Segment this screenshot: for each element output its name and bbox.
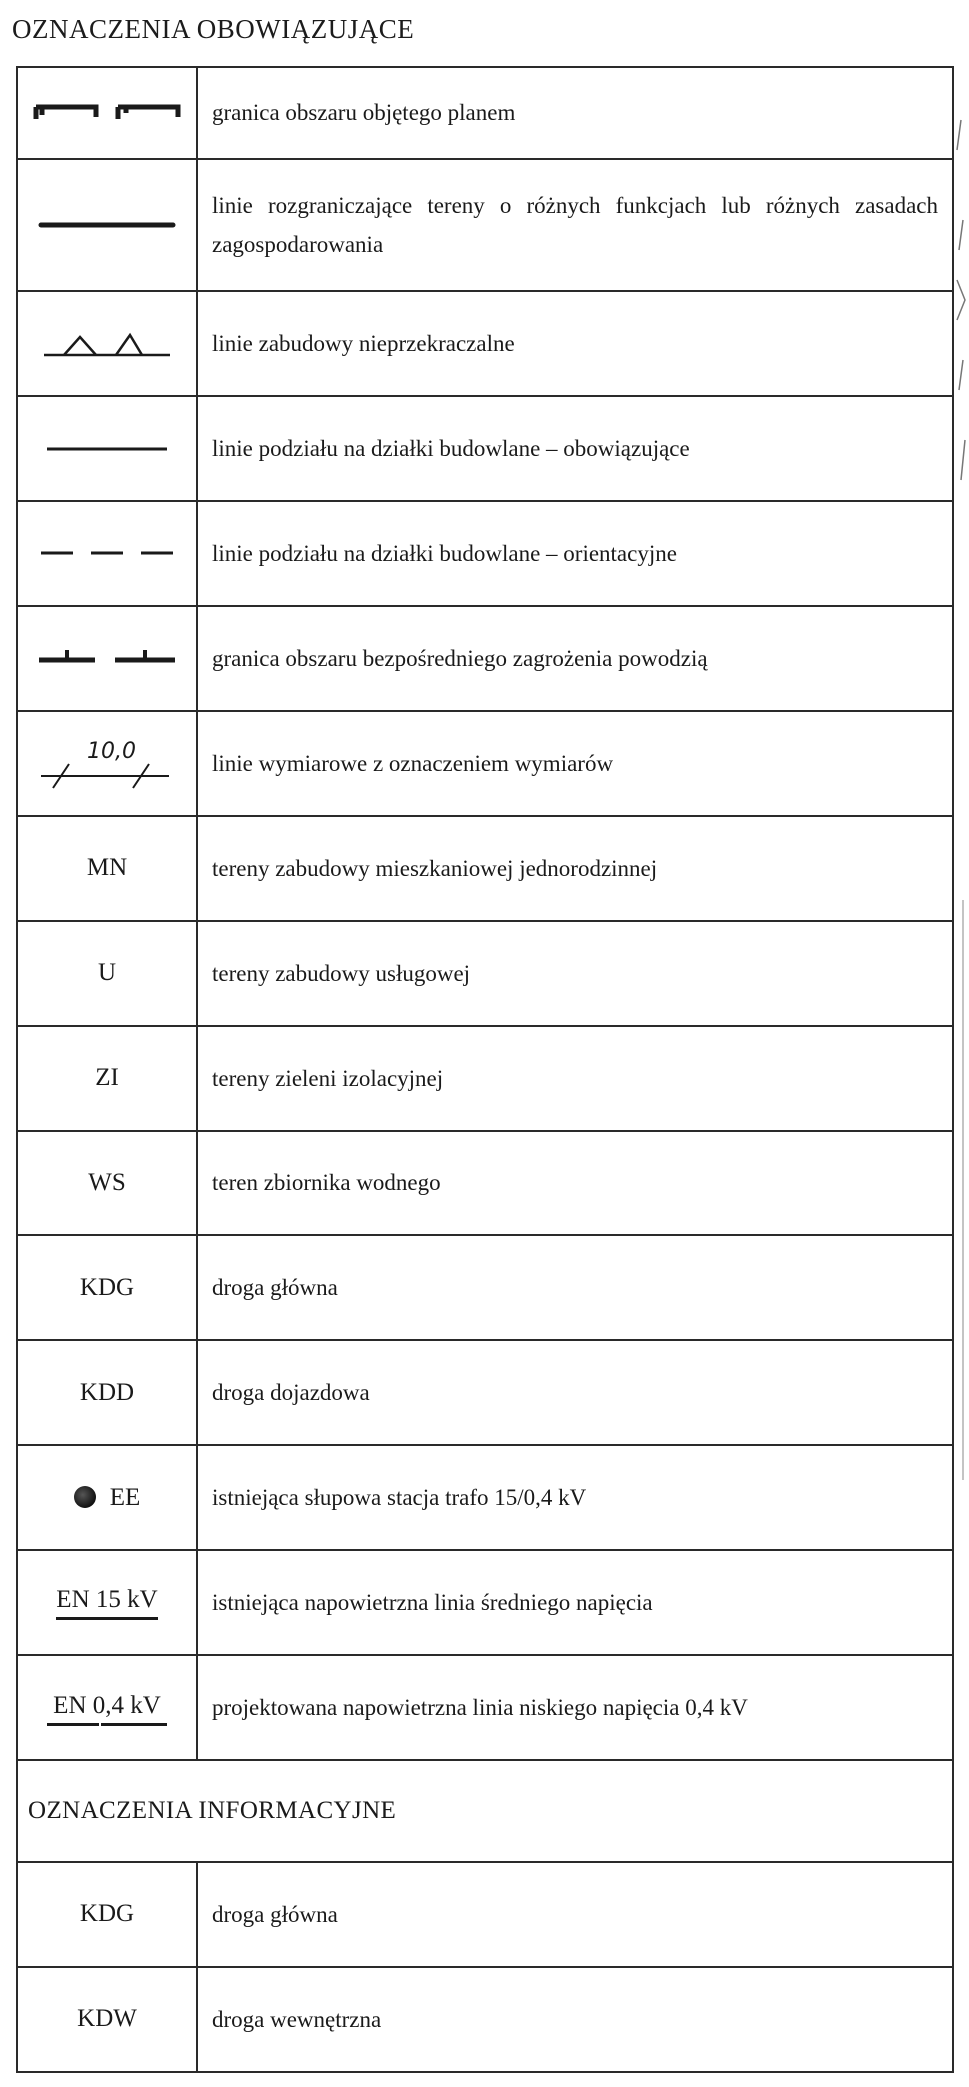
legend-symbol-cell — [17, 816, 197, 921]
section-header-row — [17, 1760, 953, 1862]
legend-symbol-cell — [17, 159, 197, 291]
symbol-code: EE — [109, 1483, 141, 1511]
legend-description: linie rozgraniczające tereny o różnych funkcjach lub różnych zasadach zagospodarowania — [197, 159, 953, 291]
page-title: OZNACZENIA OBOWIĄZUJĄCE — [12, 14, 415, 44]
legend-description: tereny zieleni izolacyjnej — [197, 1026, 953, 1131]
legend-symbol-cell — [17, 501, 197, 606]
legend-symbol-cell — [17, 1655, 197, 1760]
legend-row — [17, 816, 953, 921]
legend-symbol-cell — [17, 1235, 197, 1340]
legend-symbol-cell — [17, 1340, 197, 1445]
legend-row — [17, 396, 953, 501]
legend-description: linie podziału na działki budowlane – orientacyjne — [197, 501, 953, 606]
legend-symbol-cell — [17, 711, 197, 816]
legend-description: tereny zabudowy usługowej — [197, 921, 953, 1026]
symbol-code: MN — [86, 854, 128, 882]
symbol-code: KDG — [79, 1273, 135, 1301]
symbol-code: ZI — [95, 1064, 119, 1092]
scan-edge-marks — [953, 100, 967, 1500]
symbol-code: EN 15 kV — [56, 1586, 157, 1620]
symbol-code: KDG — [79, 1900, 135, 1928]
legend-description: droga dojazdowa — [197, 1340, 953, 1445]
symbol-code: WS — [88, 1168, 126, 1196]
symbol-code: KDD — [79, 1378, 135, 1406]
legend-row — [17, 711, 953, 816]
legend-description: istniejąca napowietrzna linia średniego napięcia — [197, 1550, 953, 1655]
section-title: OZNACZENIA INFORMACYJNE — [17, 1760, 953, 1862]
legend-row — [17, 1131, 953, 1236]
thick-line-icon — [39, 220, 175, 230]
legend-row — [17, 1340, 953, 1445]
legend-symbol-cell — [17, 606, 197, 711]
legend-row — [17, 1026, 953, 1131]
flood-line-icon — [37, 646, 177, 670]
legend-description: tereny zabudowy mieszkaniowej jednorodzinnej — [197, 816, 953, 921]
legend-description: projektowana napowietrzna linia niskiego napięcia 0,4 kV — [197, 1655, 953, 1760]
legend-description: linie podziału na działki budowlane – obowiązujące — [197, 396, 953, 501]
legend-symbol-cell — [17, 291, 197, 396]
legend-row — [17, 1862, 953, 1967]
legend-symbol-cell — [17, 1026, 197, 1131]
legend-row — [17, 159, 953, 291]
legend-symbol-cell — [17, 1445, 197, 1550]
dot-icon — [74, 1486, 96, 1508]
legend-row — [17, 1967, 953, 2072]
underline-segment — [101, 1723, 167, 1726]
legend-row — [17, 291, 953, 396]
legend-description: granica obszaru bezpośredniego zagrożenia powodzią — [197, 606, 953, 711]
boundary-line-icon — [34, 101, 180, 125]
legend-symbol-cell — [17, 1131, 197, 1236]
legend-symbol-cell — [17, 1967, 197, 2072]
legend-row — [17, 921, 953, 1026]
triangle-line-icon — [42, 329, 172, 359]
dashed-line-icon — [39, 549, 175, 557]
legend-symbol-cell — [17, 1862, 197, 1967]
legend-description: istniejąca słupowa stacja trafo 15/0,4 kV — [197, 1445, 953, 1550]
dimension-value: 10,0 — [87, 739, 136, 765]
legend-description: droga główna — [197, 1235, 953, 1340]
symbol-code: U — [97, 959, 117, 987]
legend-symbol-cell — [17, 67, 197, 159]
symbol-code: KDW — [77, 2005, 137, 2033]
legend-description: linie zabudowy nieprzekraczalne — [197, 291, 953, 396]
legend-description: granica obszaru objętego planem — [197, 67, 953, 159]
symbol-code-text: EN 0,4 kV — [53, 1691, 161, 1719]
symbol-code — [53, 1692, 161, 1724]
legend-symbol-cell — [17, 921, 197, 1026]
legend-row — [17, 1550, 953, 1655]
legend-description: linie wymiarowe z oznaczeniem wymiarów — [197, 711, 953, 816]
legend-table — [16, 66, 954, 2073]
legend-description: droga główna — [197, 1862, 953, 1967]
dimension-line-icon — [39, 736, 175, 790]
legend-description: teren zbiornika wodnego — [197, 1131, 953, 1236]
legend-row — [17, 1655, 953, 1760]
legend-description: droga wewnętrzna — [197, 1967, 953, 2072]
underline-segment — [47, 1723, 99, 1726]
legend-row — [17, 501, 953, 606]
solid-line-icon — [45, 445, 169, 453]
legend-row — [17, 1445, 953, 1550]
legend-row — [17, 606, 953, 711]
legend-row — [17, 67, 953, 159]
legend-symbol-cell — [17, 396, 197, 501]
legend-row — [17, 1235, 953, 1340]
legend-symbol-cell — [17, 1550, 197, 1655]
